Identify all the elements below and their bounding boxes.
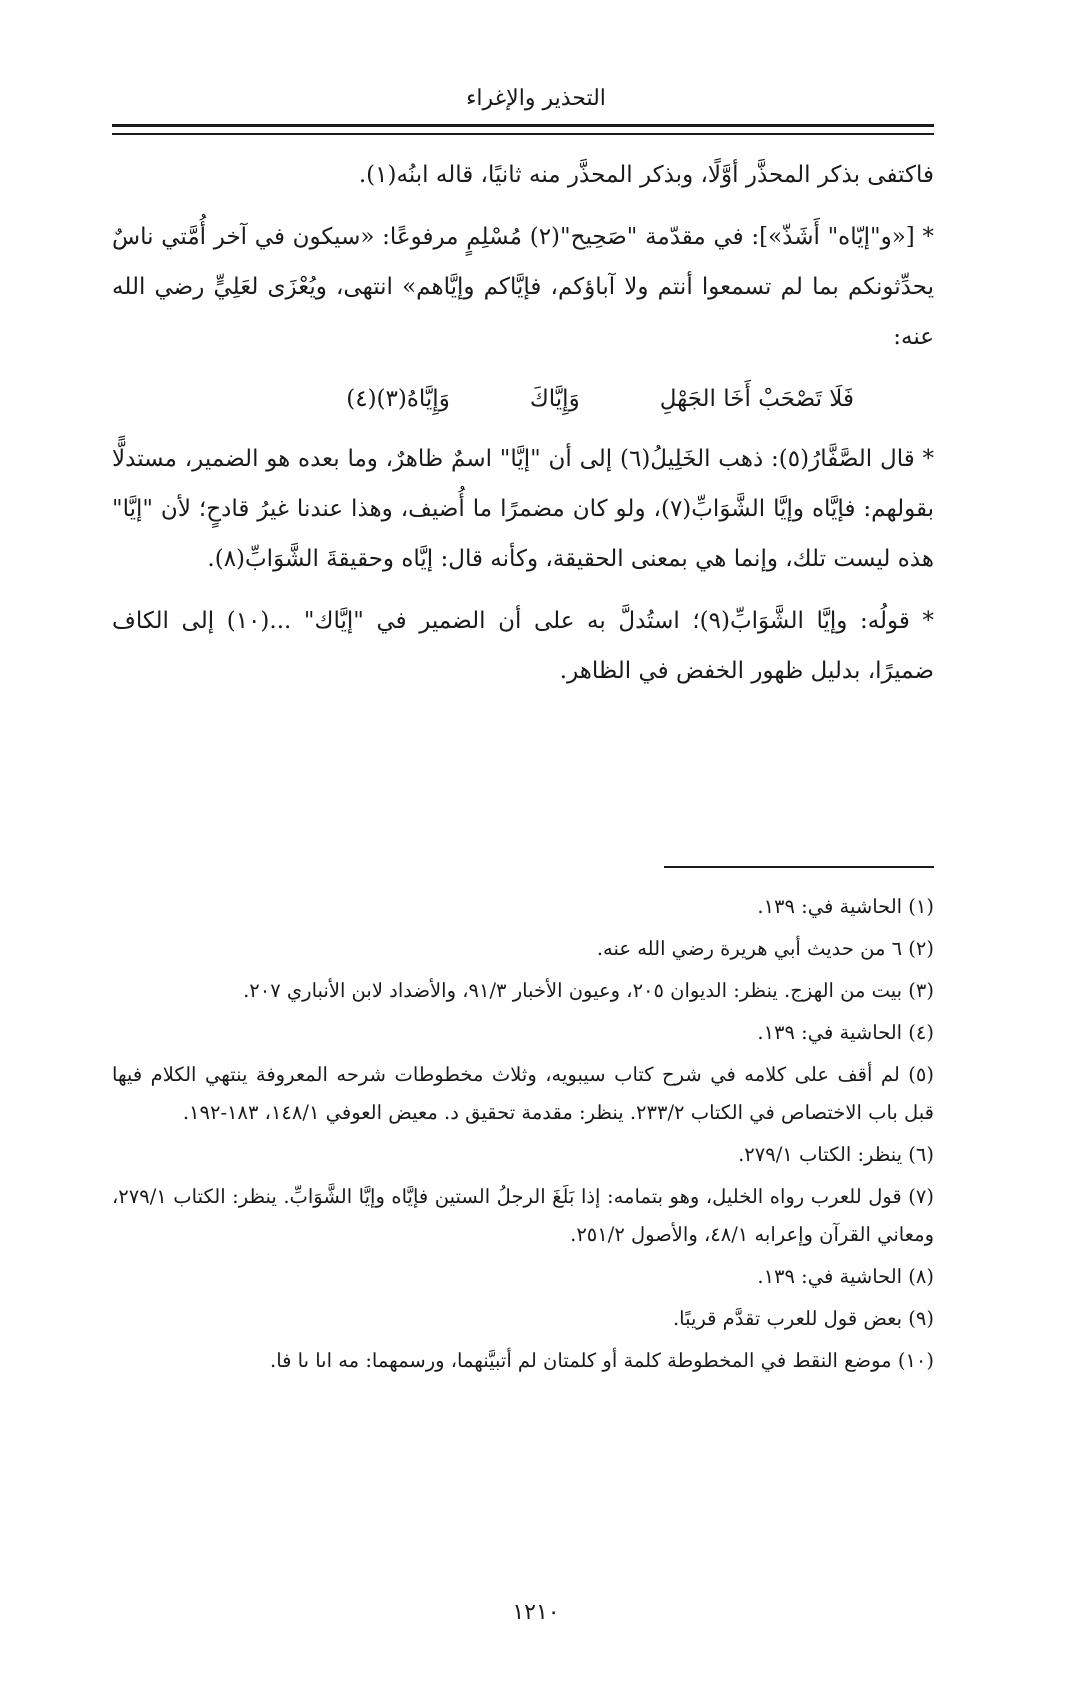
footnote-9: (٩) بعض قول للعرب تقدَّم قريبًا. — [672, 1307, 934, 1330]
verse-hemistich-1: فَلَا تَصْحَبْ أَخَا الجَهْلِ — [659, 386, 854, 412]
footnote-separator — [664, 866, 934, 868]
paragraph-4: * قولُه: وإيَّا الشَّوَابِّ(٩)؛ استُدلَّ به على أن الضمير في "إيَّاك" ...(١٠) إلى الكاف ضميرًا، بدليل ظهور الخفض في الظاهر. — [112, 608, 935, 684]
footnote-8: (٨) الحاشية في: ١٣٩. — [757, 1265, 934, 1288]
footnote-10: (١٠) موضع النقط في المخطوطة كلمة أو كلمتان لم أتبيَّنهما، ورسمهما: مه اىا ىا فا. — [270, 1349, 934, 1372]
footnote-3: (٣) بيت من الهزج. ينظر: الديوان ٢٠٥، وعيون الأخبار ٩١/٣، والأضداد لابن الأنباري ٢٠٧. — [243, 979, 934, 1002]
footnote-4: (٤) الحاشية في: ١٣٩. — [757, 1021, 934, 1044]
main-text — [112, 150, 934, 708]
footnote-2: (٢) ٦ من حديث أبي هريرة رضي الله عنه. — [596, 937, 934, 960]
header-rule-thick — [112, 124, 934, 127]
verse-hemistich-3: وَإِيَّاهُ(٣)(٤) — [346, 386, 450, 412]
paragraph-2: * [«و"إيّاه" أَشَذّ»]: في مقدّمة "صَحِيح"(٢) مُسْلِمٍ مرفوعًا: «سيكون في آخر أُمَّتي ناسٌ يحدِّثونكم بما لم تسمعوا أنتم ولا آباؤكم، فإيَّاكم وإيَّاهم» انتهى، ويُعْزَى لعَلِيٍّ رضي الله عنه: — [112, 224, 934, 350]
footnote-5: (٥) لم أقف على كلامه في شرح كتاب سيبويه، وثلاث مخطوطات شرحه المعروفة ينتهي الكلام فيها قبل باب الاختصاص في الكتاب ٢٣٣/٢. ينظر: مقدمة تحقيق د. معيض العوفي ١٤٨/١، ١٨٣-١٩٢. — [112, 1063, 934, 1124]
paragraph-1: فاكتفى بذكر المحذَّر أوَّلًا، وبذكر المحذَّر منه ثانيًا، قاله ابنُه(١). — [358, 162, 934, 188]
poetry-verse — [112, 374, 934, 424]
footnote-7: (٧) قول للعرب رواه الخليل، وهو بتمامه: إذا بَلَغَ الرجلُ الستين فإيَّاه وإيَّا الشَّوَابِّ. ينظر: الكتاب ٢٧٩/١، ومعاني القرآن وإعرابه ٤٨/١، والأصول ٢٥١/٢. — [112, 1185, 934, 1246]
paragraph-3: * قال الصَّفَّارُ(٥): ذهب الخَلِيلُ(٦) إلى أن "إيَّا" اسمٌ ظاهرٌ، وما بعده هو الضمير، مستدلًّا بقولهم: فإيَّاه وإيَّا الشَّوَابِّ(٧)، ولو كان مضمرًا ما أُضيف، وهذا عندنا غيرُ قادحٍ؛ لأن "إيَّا" هذه ليست تلك، وإنما هي بمعنى الحقيقة، وكأنه قال: إيَّاه وحقيقةَ الشَّوَابِّ(٨). — [112, 446, 934, 572]
footnotes — [112, 888, 934, 1384]
running-header-title: التحذير والإغراء — [466, 86, 606, 111]
header-rule-thin — [112, 133, 934, 135]
footnote-1: (١) الحاشية في: ١٣٩. — [757, 895, 934, 918]
page-number: ١٢١٠ — [512, 1600, 560, 1625]
footnote-6: (٦) ينظر: الكتاب ٢٧٩/١. — [738, 1143, 934, 1166]
verse-hemistich-2: وَإِيَّاكَ — [529, 386, 580, 412]
